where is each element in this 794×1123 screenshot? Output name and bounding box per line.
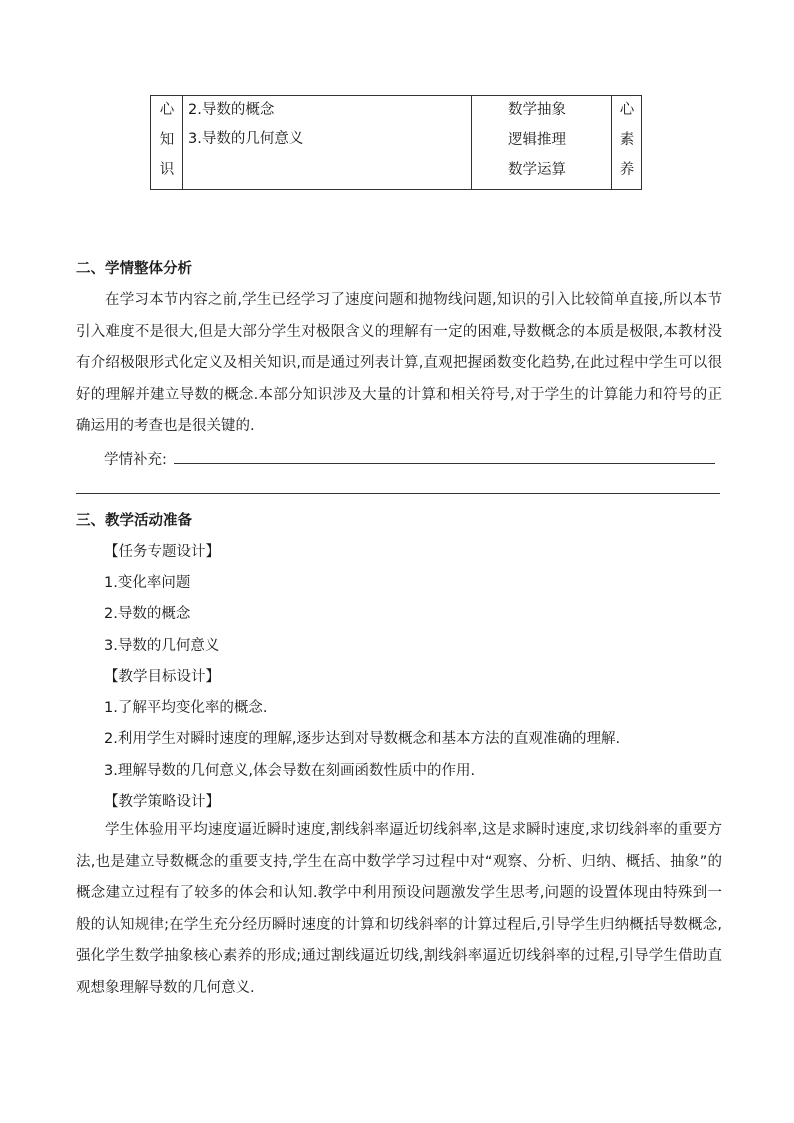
table-divider: [471, 96, 472, 189]
list-item: 1.变化率问题: [104, 575, 191, 591]
section-heading: 二、学情整体分析: [76, 261, 192, 277]
table-cell-right: 养: [619, 162, 635, 178]
analysis-paragraph: 在学习本节内容之前,学生已经学习了速度问题和抛物线问题,知识的引入比较简单直接,所以本节引入难度不是很大,但是大部分学生对极限含义的理解有一定的困难,导数概念的本质是极限,本教材没有介绍极限形式化定义及相关知识,而是通过列表计算,直观把握函数变化趋势,在此过程中学生可以很好的理解并建立导数的概念.本部分知识涉及大量的计算和相关符号,对于学生的计算能力和符号的正确运用的考查也是很关键的.: [76, 292, 722, 434]
literacy-item: 数学抽象: [508, 102, 566, 118]
strategy-paragraph: 学生体验用平均速度逼近瞬时速度,割线斜率逼近切线斜率,这是求瞬时速度,求切线斜率的重要方法,也是建立导数概念的重要支持,学生在高中数学学习过程中对“观察、分析、归纳、概括、抽象”的概念建立过程有了较多的体会和认知.教学中利用预设问题激发学生思考,问题的设置体现由特殊到一般的认知规律;在学生充分经历瞬时速度的计算和切线斜率的计算过程后,引导学生归纳概括导数概念,强化学生数学抽象核心素养的形成;通过割线逼近切线,割线斜率逼近切线斜率的过程,引导学生借助直观想象理解导数的几何意义.: [76, 822, 722, 996]
table-cell-right: 心: [619, 102, 635, 118]
fill-in-line: [76, 493, 720, 494]
table-cell-left: 知: [159, 132, 175, 148]
subsection-title: 【任务专题设计】: [104, 544, 220, 560]
knowledge-literacy-table: [150, 95, 642, 190]
subsection-title: 【教学目标设计】: [104, 669, 220, 685]
subsection-title: 【教学策略设计】: [104, 794, 220, 810]
list-item: 3.导数的几何意义: [104, 638, 220, 654]
literacy-item: 数学运算: [508, 162, 566, 178]
fill-in-line: [174, 463, 715, 464]
section-heading: 三、教学活动准备: [76, 513, 192, 529]
knowledge-item: 3.导数的几何意义: [188, 131, 304, 147]
supplement-label: 学情补充:: [104, 452, 167, 468]
list-item: 3.理解导数的几何意义,体会导数在刻画函数性质中的作用.: [104, 763, 476, 779]
list-item: 1.了解平均变化率的概念.: [104, 700, 268, 716]
knowledge-item: 2.导数的概念: [188, 102, 275, 118]
table-cell-left: 识: [159, 162, 175, 178]
table-cell-left: 心: [159, 102, 175, 118]
list-item: 2.利用学生对瞬时速度的理解,逐步达到对导数概念和基本方法的直观准确的理解.: [104, 731, 621, 747]
literacy-item: 逻辑推理: [508, 132, 566, 148]
list-item: 2.导数的概念: [104, 606, 191, 622]
table-cell-right: 素: [619, 132, 635, 148]
